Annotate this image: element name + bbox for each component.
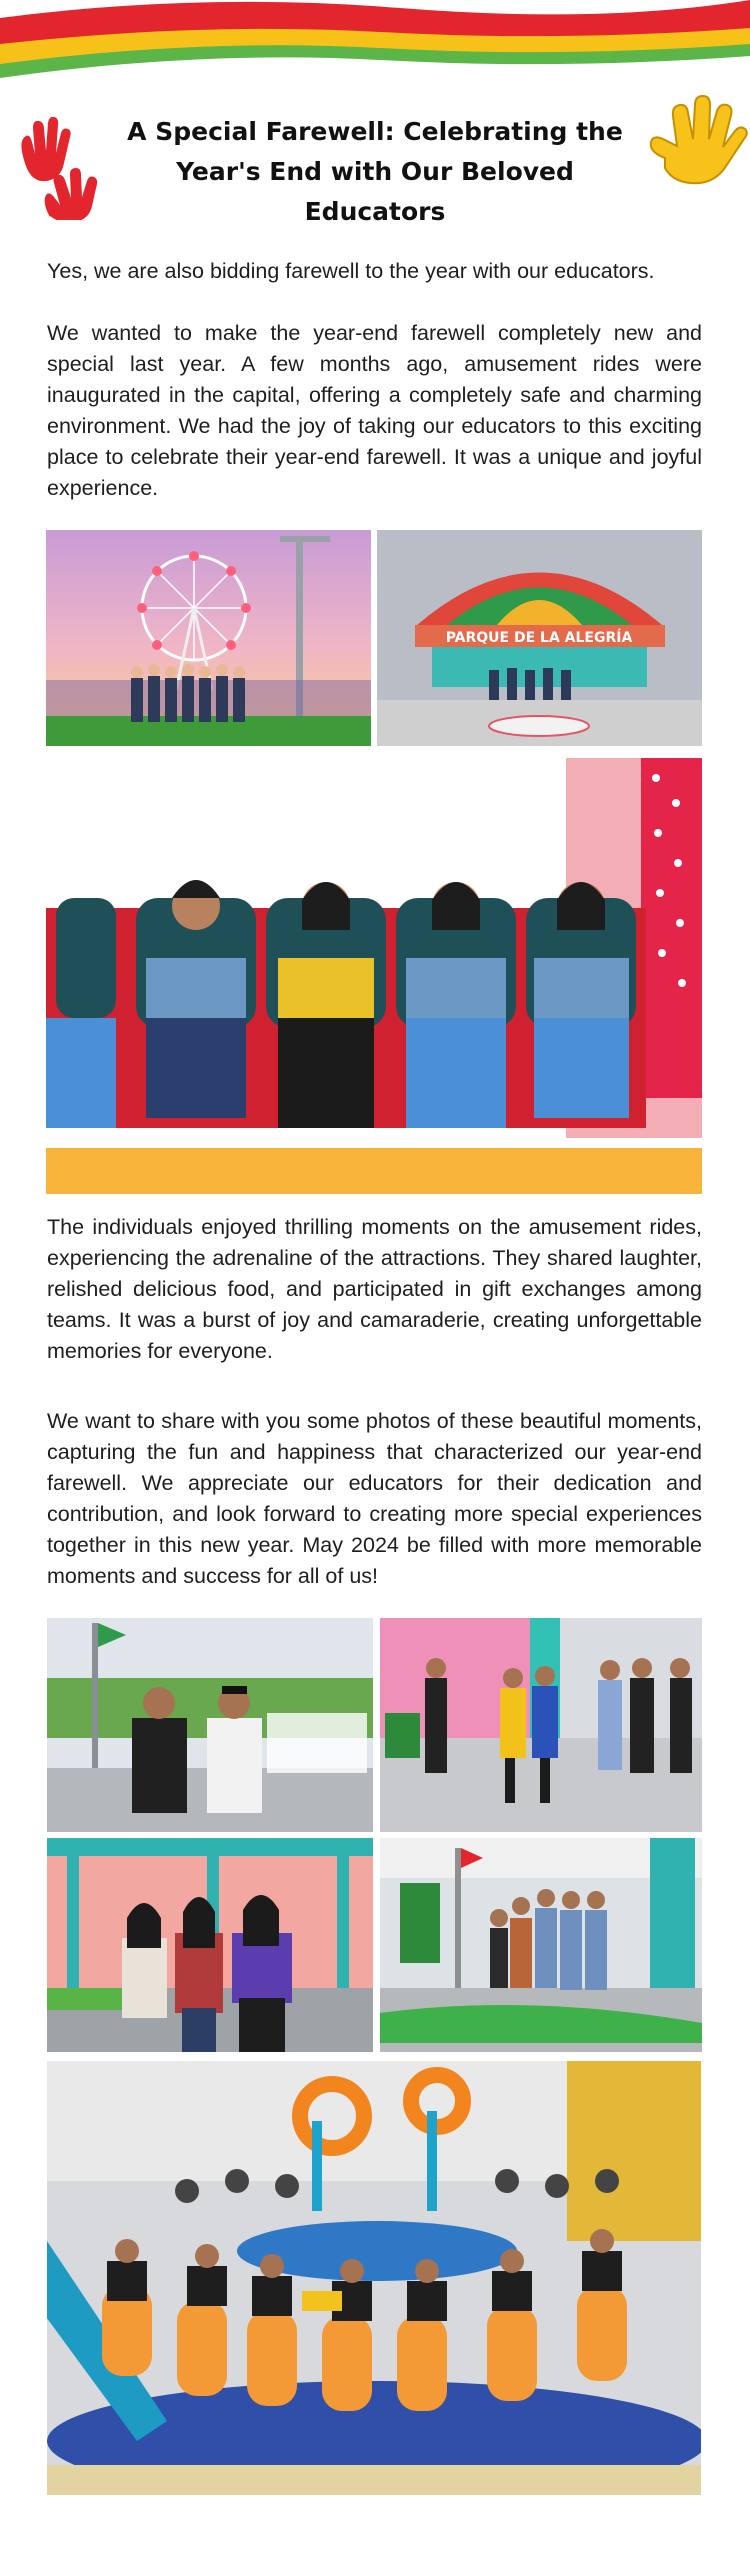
title-line-1: A Special Farewell: Celebrating the: [127, 117, 623, 146]
entrance-sign-text: PARQUE DE LA ALEGRÍA: [445, 630, 633, 646]
page-title: [120, 112, 630, 232]
left-hand-icon: [10, 105, 100, 220]
right-hand-icon: [645, 88, 750, 198]
intro-paragraph: Yes, we are also bidding farewell to the year with our educators.: [47, 259, 655, 283]
photo-dancing-group: [380, 1618, 702, 1832]
photo-three-women: [47, 1838, 373, 2052]
photo-two-men: [47, 1618, 373, 1832]
photo-ferris-wheel-group: [46, 530, 371, 746]
photo-group-walkway: [380, 1838, 702, 2052]
paragraph-first-visit: We wanted to make the year-end farewell completely new and special last year. A few months ago, amusement rides were inaugurated in the capital, offering a completely safe and charming environment. We had the joy of taking our educators to this exciting place to celebrate their year-end farewell. It was a unique and joyful experience.: [47, 321, 702, 500]
photo-park-entrance: [377, 530, 702, 746]
wavy-stripe-banner: [0, 0, 750, 90]
paragraph-activities: The individuals enjoyed thrilling moments on the amusement rides, experiencing the adrenaline of the attractions. They shared laughter, relished delicious food, and participated in gift exchanges among teams. It was a burst of joy and camaraderie, creating unforgettable memories for everyone.: [47, 1215, 702, 1363]
photo-spinning-ride: [47, 2061, 701, 2495]
paragraph-appreciation: We want to share with you some photos of these beautiful moments, capturing the fun and happiness that characterized our year-end farewell. We appreciate our educators for their dedication and contribution, and look forward to creating more special experiences together in this new year. May 2024 be filled with more memorable moments and success for all of us!: [47, 1409, 702, 1588]
photo-ride-seats: [46, 758, 702, 1194]
title-line-2: Year's End with Our Beloved Educators: [176, 157, 574, 226]
